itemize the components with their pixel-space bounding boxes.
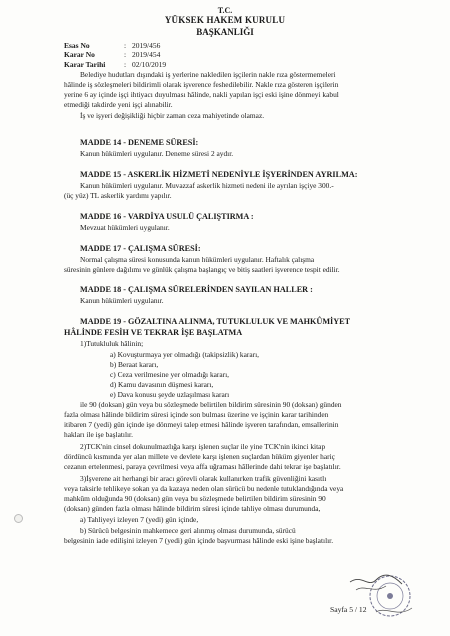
article-18-text: Kanun hükümleri uygulanır. [80,296,164,305]
header-institution: YÜKSEK HAKEM KURULU [164,15,286,25]
meta-value: 2019/456 [132,41,161,50]
intro-line: İş ve işyeri değişikliği hiçbir zaman ceza mahiyetinde olamaz. [80,111,265,120]
article-14-title: MADDE 14 - DENEME SÜRESİ: [80,138,199,147]
article-15-text: (üç yüz) TL askerlik yardımı yapılır. [64,191,172,200]
article-17-text: Normal çalışma süresi konusunda kanun hükümleri uygulanır. Haftalık çalışma [80,255,315,264]
meta-row: Esas No : 2019/456 [64,41,161,50]
article-19-para: (doksan) günden fazla olması hâlinde bildirim süresi içinde tahliye olması durumunda, [64,504,321,513]
intro-line: hâlinde iş sözleşmeleri bildirimli olarak işverence feshedilebilir. Nakle rıza gösteren işçilerin [64,80,339,89]
article-19-para: 2)TCK'nin cinsel dokunulmazlığa karşı işlenen suçlar ile yine TCK'nin ikinci kitap [80,442,326,451]
header-tc: T.C. [217,6,233,15]
meta-row: Karar No : 2019/454 [64,50,161,60]
case-meta [64,41,166,69]
meta-key: Karar Tarihi [64,59,106,69]
list-item: belgesinin iade edilişini izleyen 7 (yedi) gün içinde başvurması hâlinde eski işine başlatılır. [64,536,334,545]
article-19-para: 3)İşverene ait herhangi bir aracı görevli olarak kullanırken trafik güvenliğini kasıtlı [80,474,327,483]
article-16-title: MADDE 16 - VARDİYA USULÜ ÇALIŞTIRMA : [80,212,254,221]
meta-value: 02/10/2019 [132,59,167,69]
meta-key: Esas No [64,41,90,50]
page-number: Sayfa 5 / 12 [330,605,367,614]
article-19-sub: 1)Tutukluluk hâlinin; [80,339,144,348]
punch-hole [14,514,23,523]
list-item: e) Dava konusu şeyde uzlaşılması kararı [110,390,230,399]
article-18-title: MADDE 18 - ÇALIŞMA SÜRELERİNDEN SAYILAN HALLER : [80,285,313,294]
article-17-text: süresinin günlere dağılımı ve günlük çalışma başlangıç ve bitiş saatleri işverence tespit edilir. [64,265,340,274]
list-item: d) Kamu davasının düşmesi kararı, [110,380,214,389]
meta-key: Karar No [64,50,95,60]
intro-line: yerine 6 ay içinde işçi ihtiyacı duyulması hâlinde, nakli yapılan işçi eski işine dönmeyi kabul [64,90,339,99]
article-19-para: mahkûm olduğunda 90 (doksan) gün veya bu sözleşmede belirtilen bildirim süresinin 90 [64,494,326,503]
article-19-title: HÂLİNDE FESİH VE TEKRAR İŞE BAŞLATMA [64,328,243,337]
article-19-para: fazla olması hâlinde bildirim süresi içinde son bulması üzerine ve işçinin karar tarihinden [64,410,329,419]
article-15-title: MADDE 15 - ASKERLİK HİZMETİ NEDENİYLE İŞYERİNDEN AYRILMA: [80,170,358,179]
article-15-text: Kanun hükümleri uygulanır. Muvazzaf askerlik hizmeti nedeni ile ayrılan işçiye 300.- [80,181,334,190]
article-19-title: MADDE 19 - GÖZALTINA ALINMA, TUTUKLULUK VE MAHKÛMİYET [80,317,351,326]
seal-stamp-icon [346,570,424,628]
list-item: b) Beraat kararı, [110,360,159,369]
article-19-para: veya taksirle tehlikeye sokan ya da kazaya neden olan sürücü bu nedenle tutuklandığında veya [64,484,344,493]
header-department: BAŞKANLIĞI [196,27,254,37]
article-16-text: Mevzuat hükümleri uygulanır. [80,223,170,232]
list-item: a) Kovuşturmaya yer olmadığı (takipsizlik) kararı, [110,350,259,359]
meta-value: 2019/454 [132,50,161,60]
list-item: c) Ceza verilmesine yer olmadığı kararı, [110,370,230,379]
list-item: b) Sürücü belgesinin mahkemece geri alınmış olması durumunda, sürücü [80,526,296,535]
article-19-para: hakları ile işe başlatılır. [64,430,133,439]
article-17-title: MADDE 17 - ÇALIŞMA SÜRESİ: [80,244,201,253]
article-19-para: cezanın ertelenmesi, paraya çevrilmesi veya affa uğraması hâllerinde dahi tekrar işe başlatılır. [64,462,341,471]
meta-row: Karar Tarihi : 02/10/2019 [64,59,167,69]
article-19-para: ile 90 (doksan) gün veya bu sözleşmede belirtilen bildirim süresinin 90 (doksan) günden [80,400,342,409]
article-19-para: itibaren 7 (yedi) gün içinde işe dönmeyi talep etmesi hâlinde işveren tarafından, emsallerinin [64,420,339,429]
list-item: a) Tahliyeyi izleyen 7 (yedi) gün içinde, [80,515,199,524]
intro-line: Belediye hudutları dışındaki iş yerlerine nakledilen işçilerin nakle rıza göstermemeleri [80,70,336,79]
article-14-text: Kanun hükümleri uygulanır. Deneme süresi 2 aydır. [80,149,234,158]
article-19-para: dördüncü kısmında yer alan millete ve devlete karşı işlenen suçlardan hüküm giyenler hariç [64,452,335,461]
intro-line: etmediği takdirde yeni işçi alınabilir. [64,100,173,109]
